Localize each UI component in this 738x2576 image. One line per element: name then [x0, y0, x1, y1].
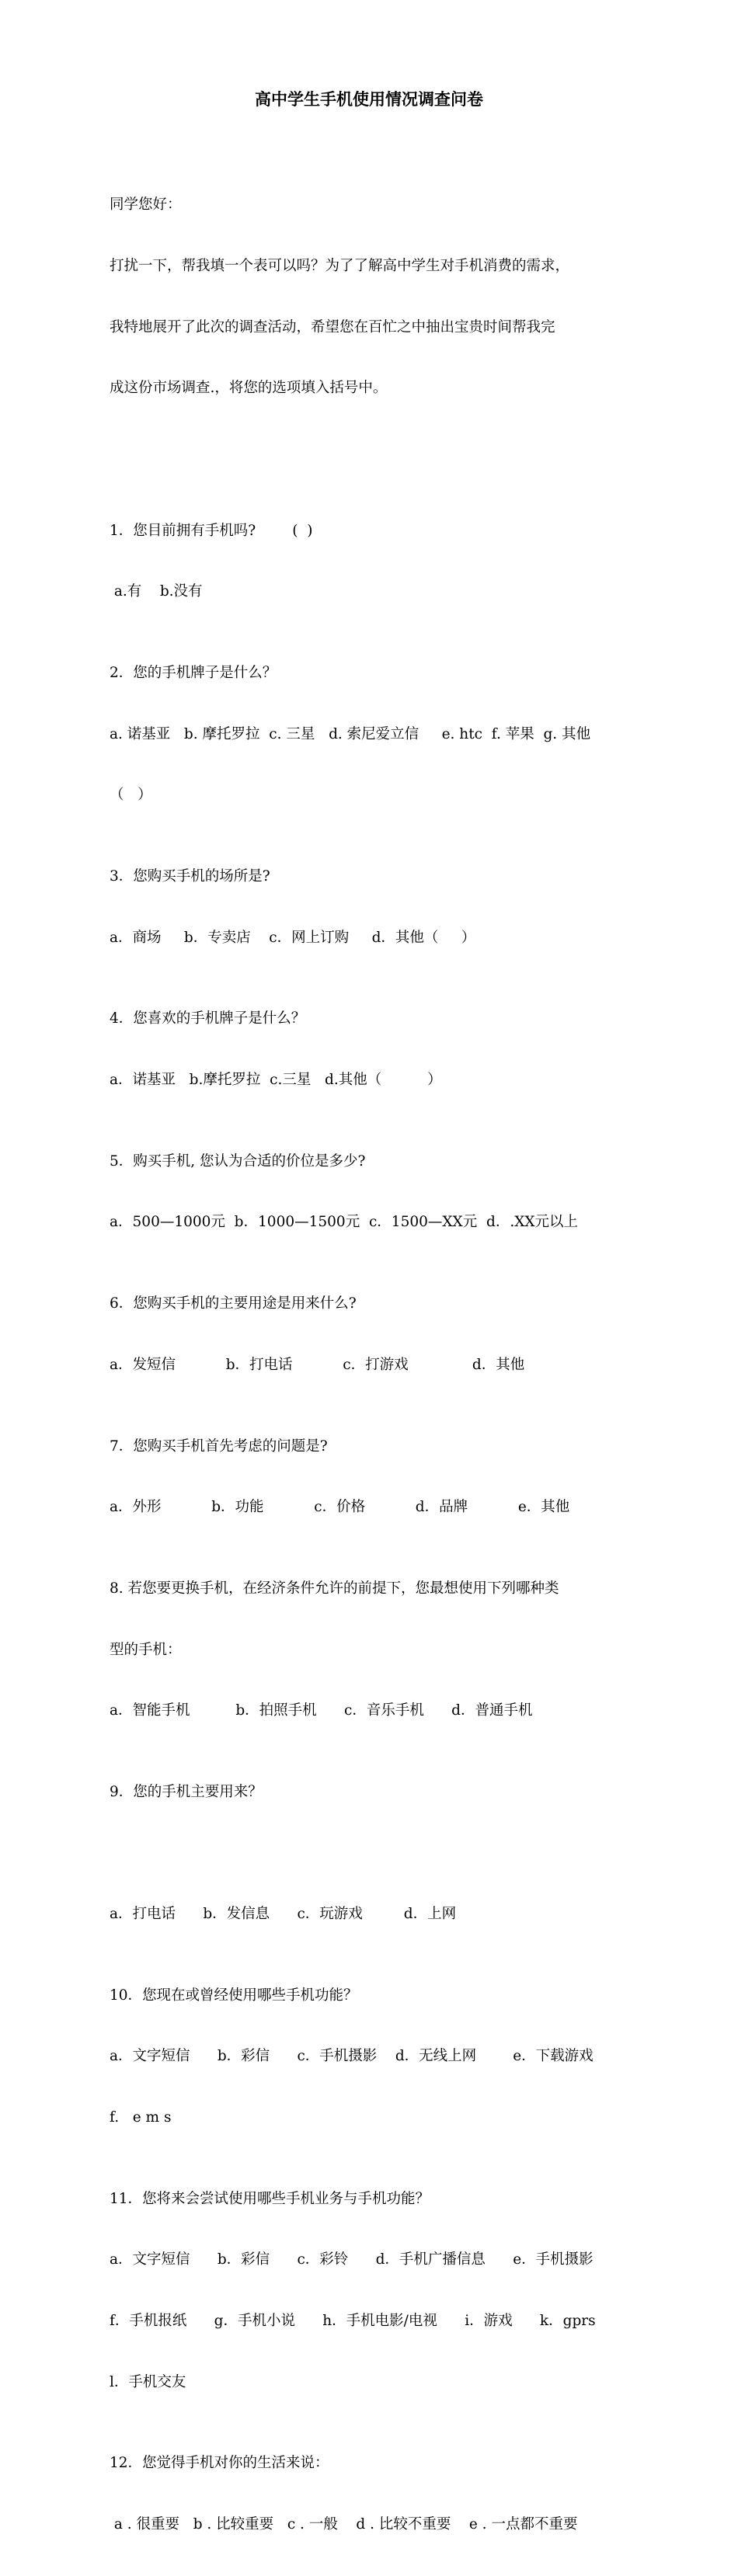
- options-2: a. 诺基亚 b. 摩托罗拉 c. 三星 d. 索尼爱立信 e. htc f. 苹果 g. 其他: [110, 725, 591, 742]
- question-9: 9．您的手机主要用来？: [110, 1783, 263, 1800]
- options-2-answer-blank: （ ）: [110, 787, 152, 804]
- options-3: a．商场 b．专卖店 c．网上订购 d．其他（ ）: [110, 929, 476, 946]
- question-5: 5．购买手机, 您认为合适的价位是多少?: [110, 1152, 366, 1170]
- blank-line: [110, 440, 642, 460]
- question-3: 3．您购买手机的场所是?: [110, 867, 270, 885]
- intro-line: 我特地展开了此次的调查活动，希望您在百忙之中抽出宝贵时间帮我完: [110, 318, 555, 335]
- question-4: 4．您喜欢的手机牌子是什么？: [110, 1010, 306, 1027]
- intro-line: 打扰一下，帮我填一个表可以吗？为了了解高中学生对手机消费的需求，: [110, 258, 570, 274]
- survey-body: [110, 155, 642, 2576]
- options-5: a．500—1000元 b．1000—1500元 c．1500—XX元 d．.XX元以上: [110, 1214, 579, 1231]
- options-1: a.有 b.没有: [110, 583, 203, 600]
- greeting: 同学您好：: [110, 196, 182, 214]
- page-title: 高中学生手机使用情况调查问卷: [255, 89, 483, 109]
- question-8-cont: 型的手机：: [110, 1641, 182, 1658]
- options-12: a . 很重要 b . 比较重要 c . 一般 d . 比较不重要 e . 一点都不重要: [110, 2516, 578, 2533]
- options-11-cont: l．手机交友: [110, 2373, 186, 2390]
- options-9: a．打电话 b．发信息 c．玩游戏 d．上网: [110, 1906, 457, 1923]
- options-6: a．发短信 b．打电话 c．打游戏 d．其他: [110, 1356, 525, 1373]
- options-10-cont: f. e m s: [110, 2109, 172, 2126]
- question-6: 6．您购买手机的主要用途是用来什么?: [110, 1295, 357, 1312]
- options-8: a．智能手机 b．拍照手机 c．音乐手机 d．普通手机: [110, 1702, 533, 1719]
- question-11: 11．您将来会尝试使用哪些手机业务与手机功能？: [110, 2190, 430, 2207]
- options-11-cont: f．手机报纸 g．手机小说 h．手机电影/电视 i．游戏 k．gprs: [110, 2313, 596, 2330]
- intro-line: 成这份市场调查.，将您的选项填入括号中。: [110, 380, 388, 397]
- question-2: 2．您的手机牌子是什么？: [110, 664, 277, 681]
- options-4: a．诺基亚 b.摩托罗拉 c.三星 d.其他（ ）: [110, 1071, 442, 1088]
- question-8: 8. 若您要更换手机，在经济条件允许的前提下，您最想使用下列哪种类: [110, 1580, 559, 1597]
- blank-line: [110, 1843, 642, 1863]
- options-11: a．文字短信 b．彩信 c．彩铃 d．手机广播信息 e．手机摄影: [110, 2251, 594, 2268]
- question-1: 1．您目前拥有手机吗? ( ): [110, 522, 313, 539]
- question-10: 10．您现在或曾经使用哪些手机功能？: [110, 1987, 358, 2004]
- question-12: 12．您觉得手机对你的生活来说：: [110, 2455, 329, 2472]
- question-7: 7．您购买手机首先考虑的问题是?: [110, 1437, 328, 1455]
- options-10: a．文字短信 b．彩信 c．手机摄影 d．无线上网 e．下载游戏: [110, 2048, 594, 2065]
- options-7: a．外形 b．功能 c．价格 d．品牌 e．其他: [110, 1499, 570, 1516]
